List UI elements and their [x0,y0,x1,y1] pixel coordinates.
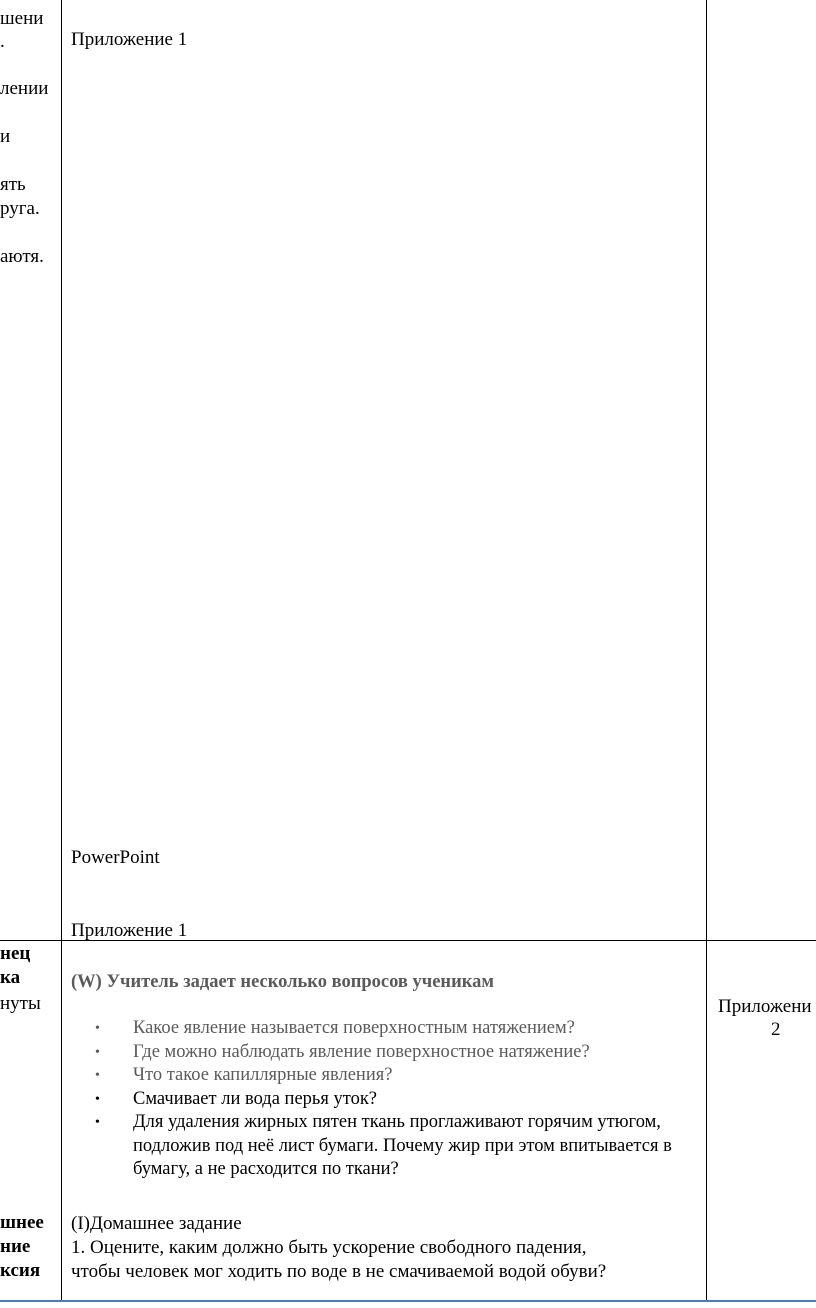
left-bottom-3: ксия [0,1260,41,1281]
left-fragment-5: ять [0,174,26,195]
bullet-icon: • [95,1044,100,1060]
question-text: Для удаления жирных пятен ткань проглаживают горячим утюгом, подложив под неё лист бумаги. Почему жир при этом впитывается в бумагу, а не расходится по ткани? [133,1112,672,1179]
left-fragment-1: шени [0,8,44,29]
questions-heading: (W) Учитель задает несколько вопросов ученикам [71,972,494,992]
list-item [95,1111,707,1182]
appendix-1-label-top: Приложение 1 [71,29,188,50]
powerpoint-label: PowerPoint [71,847,160,868]
left-fragment-7: аютя. [0,246,44,267]
list-item [95,1088,707,1112]
left-fragment-6: руга. [0,198,40,219]
list-item [95,1064,707,1088]
question-text: Какое явление называется поверхностным натяжением? [133,1018,575,1038]
left-bottom-2: ние [0,1236,31,1257]
left-fragment-3: лении [0,78,49,99]
list-item [95,1041,707,1065]
homework-line-2: чтобы человек мог ходить по воде в не смачиваемой водой обуви? [71,1261,607,1282]
appendix-1-label-bottom: Приложение 1 [71,920,188,941]
appendix-2-number: 2 [771,1019,781,1040]
homework-line-1: 1. Оцените, каким должно быть ускорение свободного падения, [71,1237,587,1258]
question-text: Что такое капиллярные явления? [133,1065,393,1085]
page-bottom-border [0,1300,816,1302]
bullet-icon: • [95,1068,100,1083]
question-text: Смачивает ли вода перья уток? [133,1088,378,1109]
left-lower-1: нец [0,943,31,964]
left-fragment-2: . [0,31,5,52]
bullet-icon: • [95,1091,100,1107]
left-lower-3: нуты [0,993,41,1014]
bullet-icon: • [95,1021,100,1036]
appendix-2-label: Приложени [718,996,812,1017]
left-bottom-1: шнее [0,1212,44,1233]
left-lower-2: ка [0,967,21,988]
left-fragment-4: и [0,126,11,147]
homework-title: (I)Домашнее задание [71,1213,242,1234]
bullet-icon: • [95,1115,100,1130]
list-item [95,1017,707,1041]
questions-list [95,1017,707,1182]
table-border-left-col [61,0,62,1300]
question-text: Где можно наблюдать явление поверхностное натяжение? [133,1041,590,1062]
